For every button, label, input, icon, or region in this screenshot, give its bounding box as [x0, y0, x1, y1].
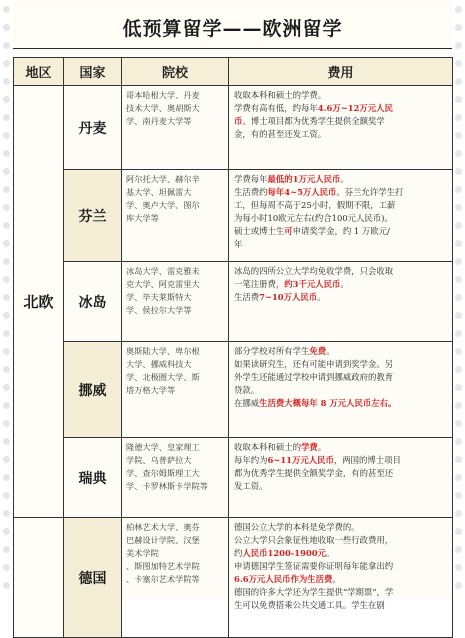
- sprocket-hole: [455, 186, 462, 193]
- fee-text: 学费每年: [234, 174, 268, 184]
- school-cell: [122, 342, 229, 438]
- fee-text: 如果读研究生，还有可能申请到奖学金。另: [234, 359, 394, 369]
- fee-line: [234, 278, 448, 291]
- sprocket-hole: [3, 240, 10, 247]
- fee-line: [234, 547, 448, 560]
- sprocket-hole: [3, 24, 10, 31]
- sprocket-hole: [3, 474, 10, 481]
- sprocket-hole: [3, 6, 10, 13]
- fee-text: 。: [317, 442, 327, 452]
- sprocket-hole: [455, 348, 462, 355]
- fee-highlight: 学费: [301, 442, 318, 452]
- fee-text: 工，但每周不高于25小时，假期不限，工薪: [234, 200, 396, 210]
- sprocket-hole: [455, 96, 462, 103]
- sprocket-hole: [3, 42, 10, 49]
- fee-cell: [229, 262, 453, 342]
- fee-highlight: 免费: [309, 346, 327, 356]
- fee-text: 金，有的甚至还发工资。: [234, 129, 327, 139]
- fee-text: 硕士或博士生: [234, 226, 285, 236]
- fee-text: 。芬兰允许学生打: [336, 187, 404, 197]
- sprocket-hole: [455, 24, 462, 31]
- school-line: 、斯图加特艺术学院: [126, 561, 200, 571]
- fee-line: [234, 384, 448, 397]
- document-sheet: [13, 0, 452, 610]
- sprocket-hole: [455, 510, 462, 517]
- fee-text: 。: [325, 548, 335, 558]
- fee-text: 。: [340, 279, 349, 289]
- fee-highlight: 最低的1万元人民币: [267, 174, 341, 184]
- sprocket-hole: [455, 78, 462, 85]
- fee-highlight: 4.6万~12万元人民: [317, 103, 393, 113]
- school-line: 库大学等: [126, 213, 159, 223]
- fee-line: [234, 186, 448, 199]
- fee-highlight: 币: [234, 116, 243, 126]
- fee-line: [234, 212, 448, 225]
- fee-text: 生活费约: [234, 187, 268, 197]
- fee-line: [234, 102, 448, 115]
- fee-text: 在挪威: [234, 398, 260, 408]
- table-header-row: [14, 58, 453, 86]
- sprocket-hole: [3, 492, 10, 499]
- school-line: 学、毕夫莱斯特大: [126, 292, 192, 302]
- fee-text: 冰岛的四所公立大学均免收学费，只会收取: [234, 266, 394, 276]
- sprocket-hole: [455, 168, 462, 175]
- sprocket-hole: [455, 546, 462, 553]
- country-cell: 芬兰: [64, 170, 122, 262]
- school-line: 巴赫设计学院、汉堡: [126, 535, 200, 545]
- school-line: 学、奥卢大学、图尔: [126, 200, 200, 210]
- fee-text: 生可以免费搭乘公共交通工具。学生在剧: [234, 600, 385, 610]
- table-body: [14, 86, 453, 638]
- fee-highlight: 约3千元人民币: [284, 279, 341, 289]
- sprocket-hole: [3, 186, 10, 193]
- school-cell: [122, 438, 229, 518]
- school-line: 基大学、坦佩雷大: [126, 187, 192, 197]
- fee-text: 德国公立大学的本科是免学费的。: [234, 522, 360, 532]
- school-cell: [122, 518, 229, 638]
- school-cell: [122, 262, 229, 342]
- sprocket-hole: [455, 438, 462, 445]
- fee-text: 收取本科和硕士的学费。: [234, 90, 327, 100]
- fee-line: [234, 467, 448, 480]
- table-row: [14, 342, 453, 438]
- fee-text: 。: [340, 174, 349, 184]
- fee-text: 。: [332, 574, 341, 584]
- fee-line: [234, 238, 448, 251]
- fee-text: 年: [234, 239, 243, 249]
- country-cell: 挪威: [64, 342, 122, 438]
- fee-line: [234, 521, 448, 534]
- school-line: 大学、挪威科技大: [126, 359, 192, 369]
- sprocket-hole: [455, 330, 462, 337]
- fee-text: ，两国的博士项目: [333, 455, 401, 465]
- sprocket-hole: [455, 6, 462, 13]
- fee-text: 约: [234, 548, 243, 558]
- sprocket-hole: [3, 204, 10, 211]
- sprocket-hole: [455, 384, 462, 391]
- header-fee: 费用: [229, 58, 453, 86]
- page-title: 低预算留学——欧洲留学: [13, 7, 452, 49]
- fee-text: 贷款。: [234, 385, 260, 395]
- sprocket-hole: [455, 42, 462, 49]
- fee-text: 。博士项目都为优秀学生提供全额奖学: [242, 116, 385, 126]
- sprocket-hole: [455, 222, 462, 229]
- fee-highlight: 可: [284, 226, 293, 236]
- fee-text: 公立大学只会象征性地收取一些行政费用，: [234, 535, 394, 545]
- fee-highlight: 每年4~5万人民币: [267, 187, 337, 197]
- country-cell: 瑞典: [64, 438, 122, 518]
- sprocket-hole: [3, 150, 10, 157]
- sprocket-hole: [455, 420, 462, 427]
- sprocket-hole: [3, 528, 10, 535]
- fee-line: [234, 371, 448, 384]
- school-cell: [122, 170, 229, 262]
- sprocket-hole: [455, 294, 462, 301]
- fee-line: [234, 441, 448, 454]
- right-sprocket-strip: [452, 0, 465, 600]
- fee-cell: [229, 86, 453, 170]
- region-cell: 北欧: [14, 86, 64, 518]
- country-cell: 丹麦: [64, 86, 122, 170]
- sprocket-hole: [455, 528, 462, 535]
- fee-text: 德国的许多大学还为学生提供“学期票”，学: [234, 587, 394, 597]
- fee-line: [234, 265, 448, 278]
- fee-cell: [229, 518, 453, 638]
- header-region: 地区: [14, 58, 64, 86]
- fee-text: 外学生还能通过学校申请到挪威政府的教育: [234, 372, 394, 382]
- country-cell: 德国: [64, 518, 122, 638]
- sprocket-hole: [3, 60, 10, 67]
- table-row: [14, 438, 453, 518]
- school-line: 学、北极圈大学、斯: [126, 372, 200, 382]
- study-cost-table: [13, 57, 453, 638]
- sprocket-hole: [3, 294, 10, 301]
- sprocket-hole: [3, 312, 10, 319]
- school-line: 哥本哈根大学、丹麦: [126, 90, 200, 100]
- sprocket-hole: [3, 456, 10, 463]
- fee-text: 每年约为: [234, 455, 268, 465]
- school-line: 奥斯陆大学、卑尔根: [126, 346, 200, 356]
- school-line: 阿尔托大学、赫尔辛: [126, 174, 200, 184]
- sprocket-hole: [455, 402, 462, 409]
- fee-cell: [229, 438, 453, 518]
- fee-line: [234, 480, 448, 493]
- school-line: 学、查尔姆斯理工大: [126, 468, 200, 478]
- fee-text: 一笔注册费，: [234, 279, 285, 289]
- sprocket-hole: [455, 150, 462, 157]
- fee-highlight: 7~10万人民币: [259, 292, 318, 302]
- school-line: 技术大学、奥胡斯大: [126, 103, 200, 113]
- school-line: 学、卡罗林斯卡学院等: [126, 481, 208, 491]
- left-sprocket-strip: [0, 0, 13, 600]
- region-cell-empty: [14, 518, 64, 638]
- fee-line: [234, 560, 448, 573]
- fee-text: 收取本科和硕士的: [234, 442, 301, 452]
- fee-line: [234, 128, 448, 141]
- table-row: [14, 86, 453, 170]
- fee-line: [234, 586, 448, 599]
- sprocket-hole: [3, 132, 10, 139]
- sprocket-hole: [455, 366, 462, 373]
- fee-highlight: 6.6万元人民币作为生活费: [234, 574, 333, 584]
- fee-line: [234, 599, 448, 612]
- fee-text: 申请奖学金，约 1 万欧元/: [292, 226, 390, 236]
- school-line: 美术学院: [126, 548, 159, 558]
- sprocket-hole: [3, 366, 10, 373]
- sprocket-hole: [3, 402, 10, 409]
- fee-line: [234, 345, 448, 358]
- fee-line: [234, 534, 448, 547]
- fee-cell: [229, 170, 453, 262]
- sprocket-hole: [3, 258, 10, 265]
- header-country: 国家: [64, 58, 122, 86]
- fee-text: 申请德国学生签证需要你证明每年能拿出约: [234, 561, 394, 571]
- sprocket-hole: [455, 258, 462, 265]
- school-line: 克大学、阿克雷里大: [126, 279, 200, 289]
- table-row: [14, 518, 453, 638]
- sprocket-hole: [455, 564, 462, 571]
- sprocket-hole: [455, 204, 462, 211]
- sprocket-hole: [3, 510, 10, 517]
- sprocket-hole: [455, 240, 462, 247]
- table-row: [14, 262, 453, 342]
- fee-line: [234, 89, 448, 102]
- fee-text: 学费有高有低，约每年: [234, 103, 318, 113]
- fee-highlight: 人民币1200-1900元: [242, 548, 326, 558]
- sprocket-hole: [455, 312, 462, 319]
- fee-line: [234, 225, 448, 238]
- fee-highlight: 6~11万元人民币: [267, 455, 334, 465]
- sprocket-hole: [3, 96, 10, 103]
- sprocket-hole: [3, 582, 10, 589]
- fee-line: [234, 199, 448, 212]
- school-line: 、卡塞尔艺术学院等: [126, 574, 200, 584]
- fee-line: [234, 454, 448, 467]
- sprocket-hole: [3, 438, 10, 445]
- sprocket-hole: [3, 114, 10, 121]
- sprocket-hole: [3, 564, 10, 571]
- sprocket-hole: [455, 276, 462, 283]
- sprocket-hole: [455, 132, 462, 139]
- sprocket-hole: [455, 474, 462, 481]
- school-line: 冰岛大学、雷克雅未: [126, 266, 200, 276]
- fee-text: 发工资。: [234, 481, 268, 491]
- sprocket-hole: [3, 330, 10, 337]
- sprocket-hole: [3, 78, 10, 85]
- sprocket-hole: [455, 60, 462, 67]
- country-cell: 冰岛: [64, 262, 122, 342]
- fee-text: 。: [317, 292, 326, 302]
- sprocket-hole: [3, 168, 10, 175]
- header-school: 院校: [122, 58, 229, 86]
- sprocket-hole: [455, 456, 462, 463]
- sprocket-hole: [3, 546, 10, 553]
- fee-line: [234, 397, 448, 410]
- fee-text: 。: [326, 346, 335, 356]
- sprocket-hole: [3, 222, 10, 229]
- table-row: [14, 170, 453, 262]
- fee-line: [234, 173, 448, 186]
- fee-text: 部分学校对所有学生: [234, 346, 310, 356]
- sprocket-hole: [455, 114, 462, 121]
- school-line: 隆德大学、皇家理工: [126, 442, 200, 452]
- school-line: 学、南丹麦大学等: [126, 116, 192, 126]
- fee-line: [234, 573, 448, 586]
- sprocket-hole: [3, 348, 10, 355]
- school-line: 柏林艺术大学、奥芬: [126, 522, 200, 532]
- fee-line: [234, 115, 448, 128]
- fee-text: 都为优秀学生提供全额奖学金，有的甚至还: [234, 468, 394, 478]
- fee-cell: [229, 342, 453, 438]
- sprocket-hole: [455, 492, 462, 499]
- school-line: 学院、乌普萨拉大: [126, 455, 192, 465]
- fee-line: [234, 291, 448, 304]
- sprocket-hole: [455, 582, 462, 589]
- fee-text: 为每小时10欧元左右(约合100元人民币)。: [234, 213, 393, 223]
- fee-line: [234, 358, 448, 371]
- school-line: 塔万格大学等: [126, 385, 176, 395]
- fee-highlight: 生活费大概每年 8 万元人民币左右。: [259, 398, 397, 408]
- school-cell: [122, 86, 229, 170]
- sprocket-hole: [3, 420, 10, 427]
- sprocket-hole: [3, 384, 10, 391]
- fee-text: 生活费: [234, 292, 260, 302]
- sprocket-hole: [3, 276, 10, 283]
- school-line: 学、侯拉尔大学等: [126, 305, 192, 315]
